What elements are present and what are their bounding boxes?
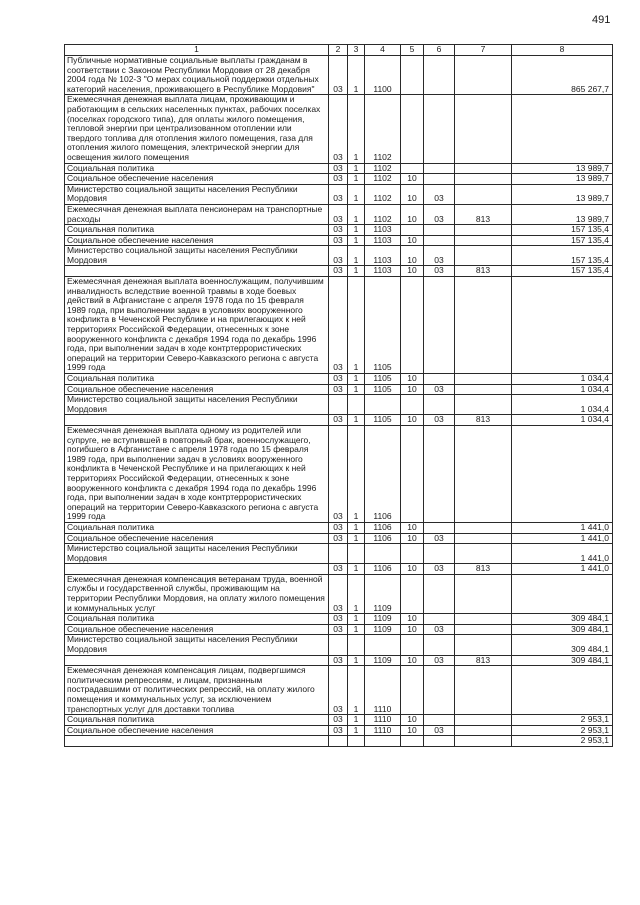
- table-row: [65, 624, 613, 635]
- code-cell: [424, 56, 455, 95]
- row-name: Социальная политика: [65, 614, 329, 625]
- code-cell: [329, 635, 348, 655]
- code-cell: 03: [329, 666, 348, 715]
- code-cell: 1: [348, 655, 365, 666]
- row-name: Министерство социальной защиты населения Республики Мордовия: [65, 246, 329, 266]
- amount-cell: 309 484,1: [512, 635, 613, 655]
- row-name: [65, 655, 329, 666]
- table-row: [65, 655, 613, 666]
- code-cell: 10: [401, 522, 424, 533]
- code-cell: 1: [348, 56, 365, 95]
- code-cell: 03: [329, 56, 348, 95]
- code-cell: [455, 384, 512, 395]
- code-cell: [424, 544, 455, 564]
- code-cell: 1110: [365, 725, 401, 736]
- code-cell: 03: [329, 564, 348, 575]
- code-cell: 1109: [365, 614, 401, 625]
- code-cell: [401, 95, 424, 163]
- amount-cell: 1 034,4: [512, 374, 613, 385]
- row-name: Социальное обеспечение населения: [65, 174, 329, 185]
- code-cell: 03: [329, 614, 348, 625]
- row-name: Социальная политика: [65, 225, 329, 236]
- code-cell: 10: [401, 533, 424, 544]
- code-cell: 1: [348, 277, 365, 374]
- code-cell: [455, 225, 512, 236]
- table-row: [65, 564, 613, 575]
- amount-cell: 309 484,1: [512, 655, 613, 666]
- amount-cell: 2 953,1: [512, 736, 613, 747]
- code-cell: [424, 225, 455, 236]
- table-body: [65, 56, 613, 747]
- code-cell: [455, 736, 512, 747]
- table-row: [65, 174, 613, 185]
- amount-cell: [512, 277, 613, 374]
- row-name: Министерство социальной защиты населения Республики Мордовия: [65, 395, 329, 415]
- amount-cell: 1 034,4: [512, 395, 613, 415]
- code-cell: 10: [401, 184, 424, 204]
- code-cell: [365, 544, 401, 564]
- code-cell: 03: [424, 204, 455, 224]
- code-cell: [401, 225, 424, 236]
- code-cell: 10: [401, 614, 424, 625]
- header-cell: 7: [455, 45, 512, 56]
- amount-cell: 157 135,4: [512, 235, 613, 246]
- row-name: Ежемесячная денежная выплата лицам, проживающим и работающим в сельских населенных пунктах, рабочих поселках (поселках городского типа), для оплаты жилого помещения, тепловой энергии при централизованном отоплении или твердого топлива для отопления жилого помещения, газа для отопления жилого помещения, электрической энергии для освещения жилого помещения: [65, 95, 329, 163]
- code-cell: 1103: [365, 246, 401, 266]
- row-name: Социальное обеспечение населения: [65, 533, 329, 544]
- code-cell: [348, 635, 365, 655]
- code-cell: 1: [348, 522, 365, 533]
- code-cell: 1: [348, 266, 365, 277]
- code-cell: 10: [401, 415, 424, 426]
- code-cell: [455, 395, 512, 415]
- amount-cell: 157 135,4: [512, 246, 613, 266]
- code-cell: [455, 533, 512, 544]
- row-name: Ежемесячная денежная выплата пенсионерам на транспортные расходы: [65, 204, 329, 224]
- code-cell: 03: [329, 174, 348, 185]
- table-row: [65, 533, 613, 544]
- code-cell: 03: [424, 384, 455, 395]
- code-cell: 03: [329, 655, 348, 666]
- code-cell: 03: [424, 415, 455, 426]
- amount-cell: 1 034,4: [512, 415, 613, 426]
- code-cell: [424, 95, 455, 163]
- table-row: [65, 715, 613, 726]
- table-row: [65, 95, 613, 163]
- code-cell: 1102: [365, 163, 401, 174]
- code-cell: 03: [329, 184, 348, 204]
- code-cell: 03: [329, 415, 348, 426]
- code-cell: [455, 725, 512, 736]
- code-cell: [424, 574, 455, 613]
- row-name: [65, 564, 329, 575]
- page-number: 491: [592, 14, 611, 26]
- table-row: [65, 425, 613, 522]
- amount-cell: 1 034,4: [512, 384, 613, 395]
- code-cell: 03: [424, 725, 455, 736]
- code-cell: 1: [348, 614, 365, 625]
- code-cell: 03: [329, 235, 348, 246]
- code-cell: 03: [329, 425, 348, 522]
- code-cell: 1110: [365, 715, 401, 726]
- code-cell: 03: [329, 522, 348, 533]
- code-cell: 1102: [365, 174, 401, 185]
- amount-cell: [512, 425, 613, 522]
- amount-cell: 309 484,1: [512, 624, 613, 635]
- code-cell: [401, 574, 424, 613]
- code-cell: 03: [424, 624, 455, 635]
- code-cell: [455, 374, 512, 385]
- code-cell: 1: [348, 533, 365, 544]
- code-cell: [365, 736, 401, 747]
- code-cell: 1: [348, 174, 365, 185]
- code-cell: 03: [329, 95, 348, 163]
- code-cell: 1100: [365, 56, 401, 95]
- code-cell: 10: [401, 204, 424, 224]
- row-name: Ежемесячная денежная компенсация ветеранам труда, военной службы и государственной службы, проживающим на территории Республики Мордовия, на оплату жилого помещения и коммунальных услуг: [65, 574, 329, 613]
- code-cell: 03: [329, 624, 348, 635]
- amount-cell: 309 484,1: [512, 614, 613, 625]
- code-cell: 1: [348, 666, 365, 715]
- table-row: [65, 415, 613, 426]
- code-cell: 10: [401, 715, 424, 726]
- amount-cell: 865 267,7: [512, 56, 613, 95]
- budget-table: [64, 44, 613, 747]
- amount-cell: [512, 574, 613, 613]
- code-cell: [455, 246, 512, 266]
- row-name: Ежемесячная денежная компенсация лицам, подвергшимся политическим репрессиям, и лицам, признанным пострадавшими от политических репрессий, на оплату жилого помещения и коммунальных услуг, за исключением транспортных услуг для доставки топлива: [65, 666, 329, 715]
- table-row: [65, 574, 613, 613]
- code-cell: [401, 425, 424, 522]
- amount-cell: 1 441,0: [512, 522, 613, 533]
- table-row: [65, 666, 613, 715]
- header-cell: 1: [65, 45, 329, 56]
- amount-cell: 2 953,1: [512, 725, 613, 736]
- amount-cell: 13 989,7: [512, 163, 613, 174]
- code-cell: 03: [424, 246, 455, 266]
- code-cell: 1: [348, 225, 365, 236]
- amount-cell: 2 953,1: [512, 715, 613, 726]
- code-cell: 10: [401, 384, 424, 395]
- code-cell: 03: [329, 266, 348, 277]
- code-cell: 1106: [365, 564, 401, 575]
- row-name: Ежемесячная денежная выплата одному из родителей или супруге, не вступившей в повторный брак, военнослужащего, погибшего в Афганистане с апреля 1978 года по 15 февраля 1989 года, при выполнении задач в условиях вооруженного конфликта в Чеченской Республике и на прилегающих к ней территориях Российской Федерации, отнесенных к зоне вооруженного конфликта с декабря 1994 года по декабрь 1996 года, при выполнении задач в ходе контртеррористических операций на территории Северо-Кавказского региона с августа 1999 года: [65, 425, 329, 522]
- code-cell: 1106: [365, 522, 401, 533]
- code-cell: 1: [348, 425, 365, 522]
- code-cell: 813: [455, 655, 512, 666]
- header-cell: 6: [424, 45, 455, 56]
- code-cell: 813: [455, 204, 512, 224]
- code-cell: [401, 635, 424, 655]
- header-cell: 4: [365, 45, 401, 56]
- row-name: [65, 266, 329, 277]
- code-cell: [401, 56, 424, 95]
- row-name: Министерство социальной защиты населения Республики Мордовия: [65, 184, 329, 204]
- header-cell: 5: [401, 45, 424, 56]
- code-cell: [365, 395, 401, 415]
- amount-cell: 1 441,0: [512, 533, 613, 544]
- amount-cell: [512, 95, 613, 163]
- code-cell: [329, 395, 348, 415]
- table-row: [65, 277, 613, 374]
- code-cell: [455, 95, 512, 163]
- code-cell: 10: [401, 235, 424, 246]
- code-cell: 1103: [365, 235, 401, 246]
- code-cell: [424, 666, 455, 715]
- code-cell: 1: [348, 246, 365, 266]
- code-cell: 1106: [365, 533, 401, 544]
- row-name: Социальная политика: [65, 522, 329, 533]
- code-cell: [455, 174, 512, 185]
- code-cell: [455, 184, 512, 204]
- code-cell: 1: [348, 574, 365, 613]
- code-cell: [455, 56, 512, 95]
- row-name: Социальная политика: [65, 374, 329, 385]
- code-cell: 1102: [365, 95, 401, 163]
- amount-cell: 13 989,7: [512, 204, 613, 224]
- code-cell: 03: [329, 574, 348, 613]
- code-cell: 1102: [365, 184, 401, 204]
- code-cell: 03: [424, 266, 455, 277]
- code-cell: 03: [424, 564, 455, 575]
- code-cell: [424, 374, 455, 385]
- code-cell: [401, 395, 424, 415]
- code-cell: [424, 614, 455, 625]
- code-cell: 10: [401, 174, 424, 185]
- row-name: Социальная политика: [65, 715, 329, 726]
- row-name: Министерство социальной защиты населения Республики Мордовия: [65, 635, 329, 655]
- code-cell: 03: [329, 246, 348, 266]
- row-name: [65, 415, 329, 426]
- amount-cell: 13 989,7: [512, 184, 613, 204]
- code-cell: 813: [455, 415, 512, 426]
- table-row: [65, 384, 613, 395]
- code-cell: 1: [348, 204, 365, 224]
- row-name: Ежемесячная денежная выплата военнослужащим, получившим инвалидность вследствие военной травмы в ходе боевых действий в Афганистане с апреля 1978 года по 15 февраля 1989 года, при выполнении задач в условиях вооруженного конфликта в Чеченской Республике и на прилегающих к ней территориях Российской Федерации, отнесенных к зоне вооруженного конфликта с декабря 1994 года по декабрь 1996 года, при выполнении задач в ходе контртеррористических операций на территории Северо-Кавказского региона с августа 1999 года: [65, 277, 329, 374]
- row-name: Социальное обеспечение населения: [65, 235, 329, 246]
- code-cell: 03: [329, 225, 348, 236]
- code-cell: 03: [329, 725, 348, 736]
- code-cell: [455, 163, 512, 174]
- table-row: [65, 266, 613, 277]
- code-cell: [424, 736, 455, 747]
- table-row: [65, 395, 613, 415]
- code-cell: [365, 635, 401, 655]
- table-row: [65, 725, 613, 736]
- code-cell: 813: [455, 564, 512, 575]
- table-header-row: [65, 45, 613, 56]
- code-cell: 03: [329, 277, 348, 374]
- row-name: Социальное обеспечение населения: [65, 384, 329, 395]
- code-cell: [348, 544, 365, 564]
- code-cell: 1105: [365, 277, 401, 374]
- table-row: [65, 635, 613, 655]
- table-row: [65, 522, 613, 533]
- code-cell: [424, 277, 455, 374]
- code-cell: 1103: [365, 225, 401, 236]
- row-name: Публичные нормативные социальные выплаты гражданам в соответствии с Законом Республики Мордовия от 28 декабря 2004 года № 102-З "О мерах социальной поддержки отдельных категорий населения, проживающего в Республике Мордовия": [65, 56, 329, 95]
- row-name: Социальное обеспечение населения: [65, 725, 329, 736]
- code-cell: [424, 425, 455, 522]
- code-cell: [401, 544, 424, 564]
- code-cell: 1: [348, 184, 365, 204]
- code-cell: 1: [348, 384, 365, 395]
- code-cell: [455, 635, 512, 655]
- code-cell: [348, 395, 365, 415]
- table-row: [65, 736, 613, 747]
- code-cell: 10: [401, 564, 424, 575]
- table-row: [65, 225, 613, 236]
- code-cell: 03: [329, 715, 348, 726]
- code-cell: [455, 544, 512, 564]
- code-cell: 10: [401, 725, 424, 736]
- code-cell: [329, 544, 348, 564]
- code-cell: [401, 666, 424, 715]
- table-row: [65, 56, 613, 95]
- code-cell: 1109: [365, 624, 401, 635]
- code-cell: 1109: [365, 655, 401, 666]
- amount-cell: 157 135,4: [512, 266, 613, 277]
- code-cell: 1103: [365, 266, 401, 277]
- code-cell: 10: [401, 624, 424, 635]
- code-cell: 1: [348, 715, 365, 726]
- code-cell: [455, 614, 512, 625]
- row-name: Социальное обеспечение населения: [65, 624, 329, 635]
- code-cell: [424, 395, 455, 415]
- code-cell: 03: [424, 533, 455, 544]
- amount-cell: 1 441,0: [512, 544, 613, 564]
- code-cell: 1109: [365, 574, 401, 613]
- code-cell: 1102: [365, 204, 401, 224]
- header-cell: 2: [329, 45, 348, 56]
- amount-cell: 1 441,0: [512, 564, 613, 575]
- table-row: [65, 246, 613, 266]
- code-cell: 813: [455, 266, 512, 277]
- code-cell: 03: [329, 163, 348, 174]
- code-cell: 1106: [365, 425, 401, 522]
- code-cell: 1: [348, 415, 365, 426]
- amount-cell: 13 989,7: [512, 174, 613, 185]
- code-cell: [455, 624, 512, 635]
- code-cell: 1105: [365, 415, 401, 426]
- code-cell: [424, 235, 455, 246]
- code-cell: 1: [348, 95, 365, 163]
- table-row: [65, 544, 613, 564]
- code-cell: 1: [348, 624, 365, 635]
- code-cell: [455, 574, 512, 613]
- table-row: [65, 374, 613, 385]
- code-cell: 1: [348, 564, 365, 575]
- code-cell: 1: [348, 374, 365, 385]
- code-cell: [455, 666, 512, 715]
- code-cell: [455, 425, 512, 522]
- code-cell: 10: [401, 266, 424, 277]
- table-row: [65, 235, 613, 246]
- code-cell: 03: [329, 533, 348, 544]
- code-cell: [424, 635, 455, 655]
- code-cell: 1105: [365, 384, 401, 395]
- code-cell: 03: [424, 655, 455, 666]
- code-cell: [424, 522, 455, 533]
- code-cell: [424, 715, 455, 726]
- code-cell: 1105: [365, 374, 401, 385]
- code-cell: 03: [329, 204, 348, 224]
- table-row: [65, 163, 613, 174]
- code-cell: 10: [401, 655, 424, 666]
- code-cell: 10: [401, 246, 424, 266]
- code-cell: 1: [348, 725, 365, 736]
- table-row: [65, 614, 613, 625]
- code-cell: 03: [329, 384, 348, 395]
- code-cell: 1110: [365, 666, 401, 715]
- code-cell: [348, 736, 365, 747]
- code-cell: [455, 235, 512, 246]
- table-row: [65, 184, 613, 204]
- header-cell: 3: [348, 45, 365, 56]
- code-cell: [455, 277, 512, 374]
- row-name: Социальная политика: [65, 163, 329, 174]
- row-name: Министерство социальной защиты населения Республики Мордовия: [65, 544, 329, 564]
- code-cell: [329, 736, 348, 747]
- code-cell: [455, 715, 512, 726]
- code-cell: 03: [329, 374, 348, 385]
- code-cell: 1: [348, 163, 365, 174]
- row-name: [65, 736, 329, 747]
- code-cell: 10: [401, 374, 424, 385]
- code-cell: 1: [348, 235, 365, 246]
- code-cell: [401, 277, 424, 374]
- code-cell: [455, 522, 512, 533]
- code-cell: [401, 736, 424, 747]
- table-row: [65, 204, 613, 224]
- header-cell: 8: [512, 45, 613, 56]
- code-cell: [401, 163, 424, 174]
- code-cell: 03: [424, 184, 455, 204]
- code-cell: [424, 163, 455, 174]
- amount-cell: [512, 666, 613, 715]
- code-cell: [424, 174, 455, 185]
- amount-cell: 157 135,4: [512, 225, 613, 236]
